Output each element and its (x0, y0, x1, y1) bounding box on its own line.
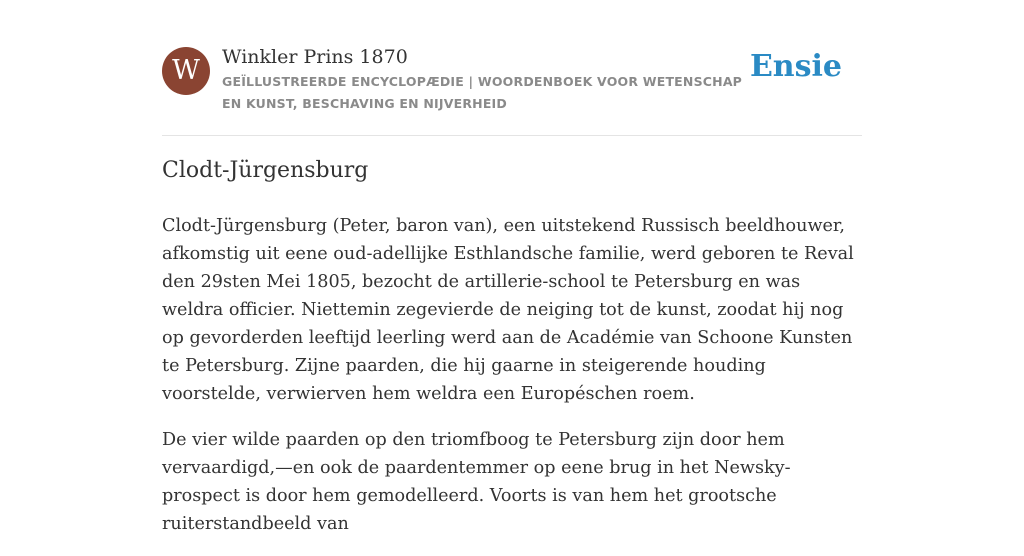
source-title[interactable]: Winkler Prins 1870 (222, 46, 408, 68)
ensie-logo-link[interactable]: Ensie (749, 49, 842, 84)
article-paragraph-1: Clodt-Jürgensburg (Peter, baron van), een uitstekend Russisch beeldhouwer, afkomstig uit eene oud-adellijke Esthlandsche familie, werd geboren te Reval den 29sten Mei 1805, bezocht de artillerie-school te Petersburg en was weldra officier. Niettemin zegevierde de neiging tot de kunst, zoodat hij nog op gevorderden leeftijd leerling werd aan de Académie van Schoone Kunsten te Petersburg. Zijne paarden, die hij gaarne in steigerende houding voorstelde, verwierven hem weldra een Européschen roem. (162, 216, 854, 404)
article-title: Clodt-Jürgensburg (162, 158, 369, 183)
article-paragraph-2: De vier wilde paarden op den triomfboog te Petersburg zijn door hem vervaardigd,—en ook de paardentemmer op eene brug in het Newsky-prospect is door hem gemodelleerd. Voorts is van hem het grootsche ruiterstandbeeld van (162, 430, 791, 534)
source-avatar[interactable]: W (162, 47, 210, 95)
source-subtitle: GEÏLLUSTREERDE ENCYCLOPÆDIE | WOORDENBOEK VOOR WETENSCHAP EN KUNST, BESCHAVING EN NIJVERHEID (222, 74, 743, 111)
source-header (162, 46, 862, 116)
header-divider (162, 135, 862, 136)
article-body (162, 212, 862, 556)
